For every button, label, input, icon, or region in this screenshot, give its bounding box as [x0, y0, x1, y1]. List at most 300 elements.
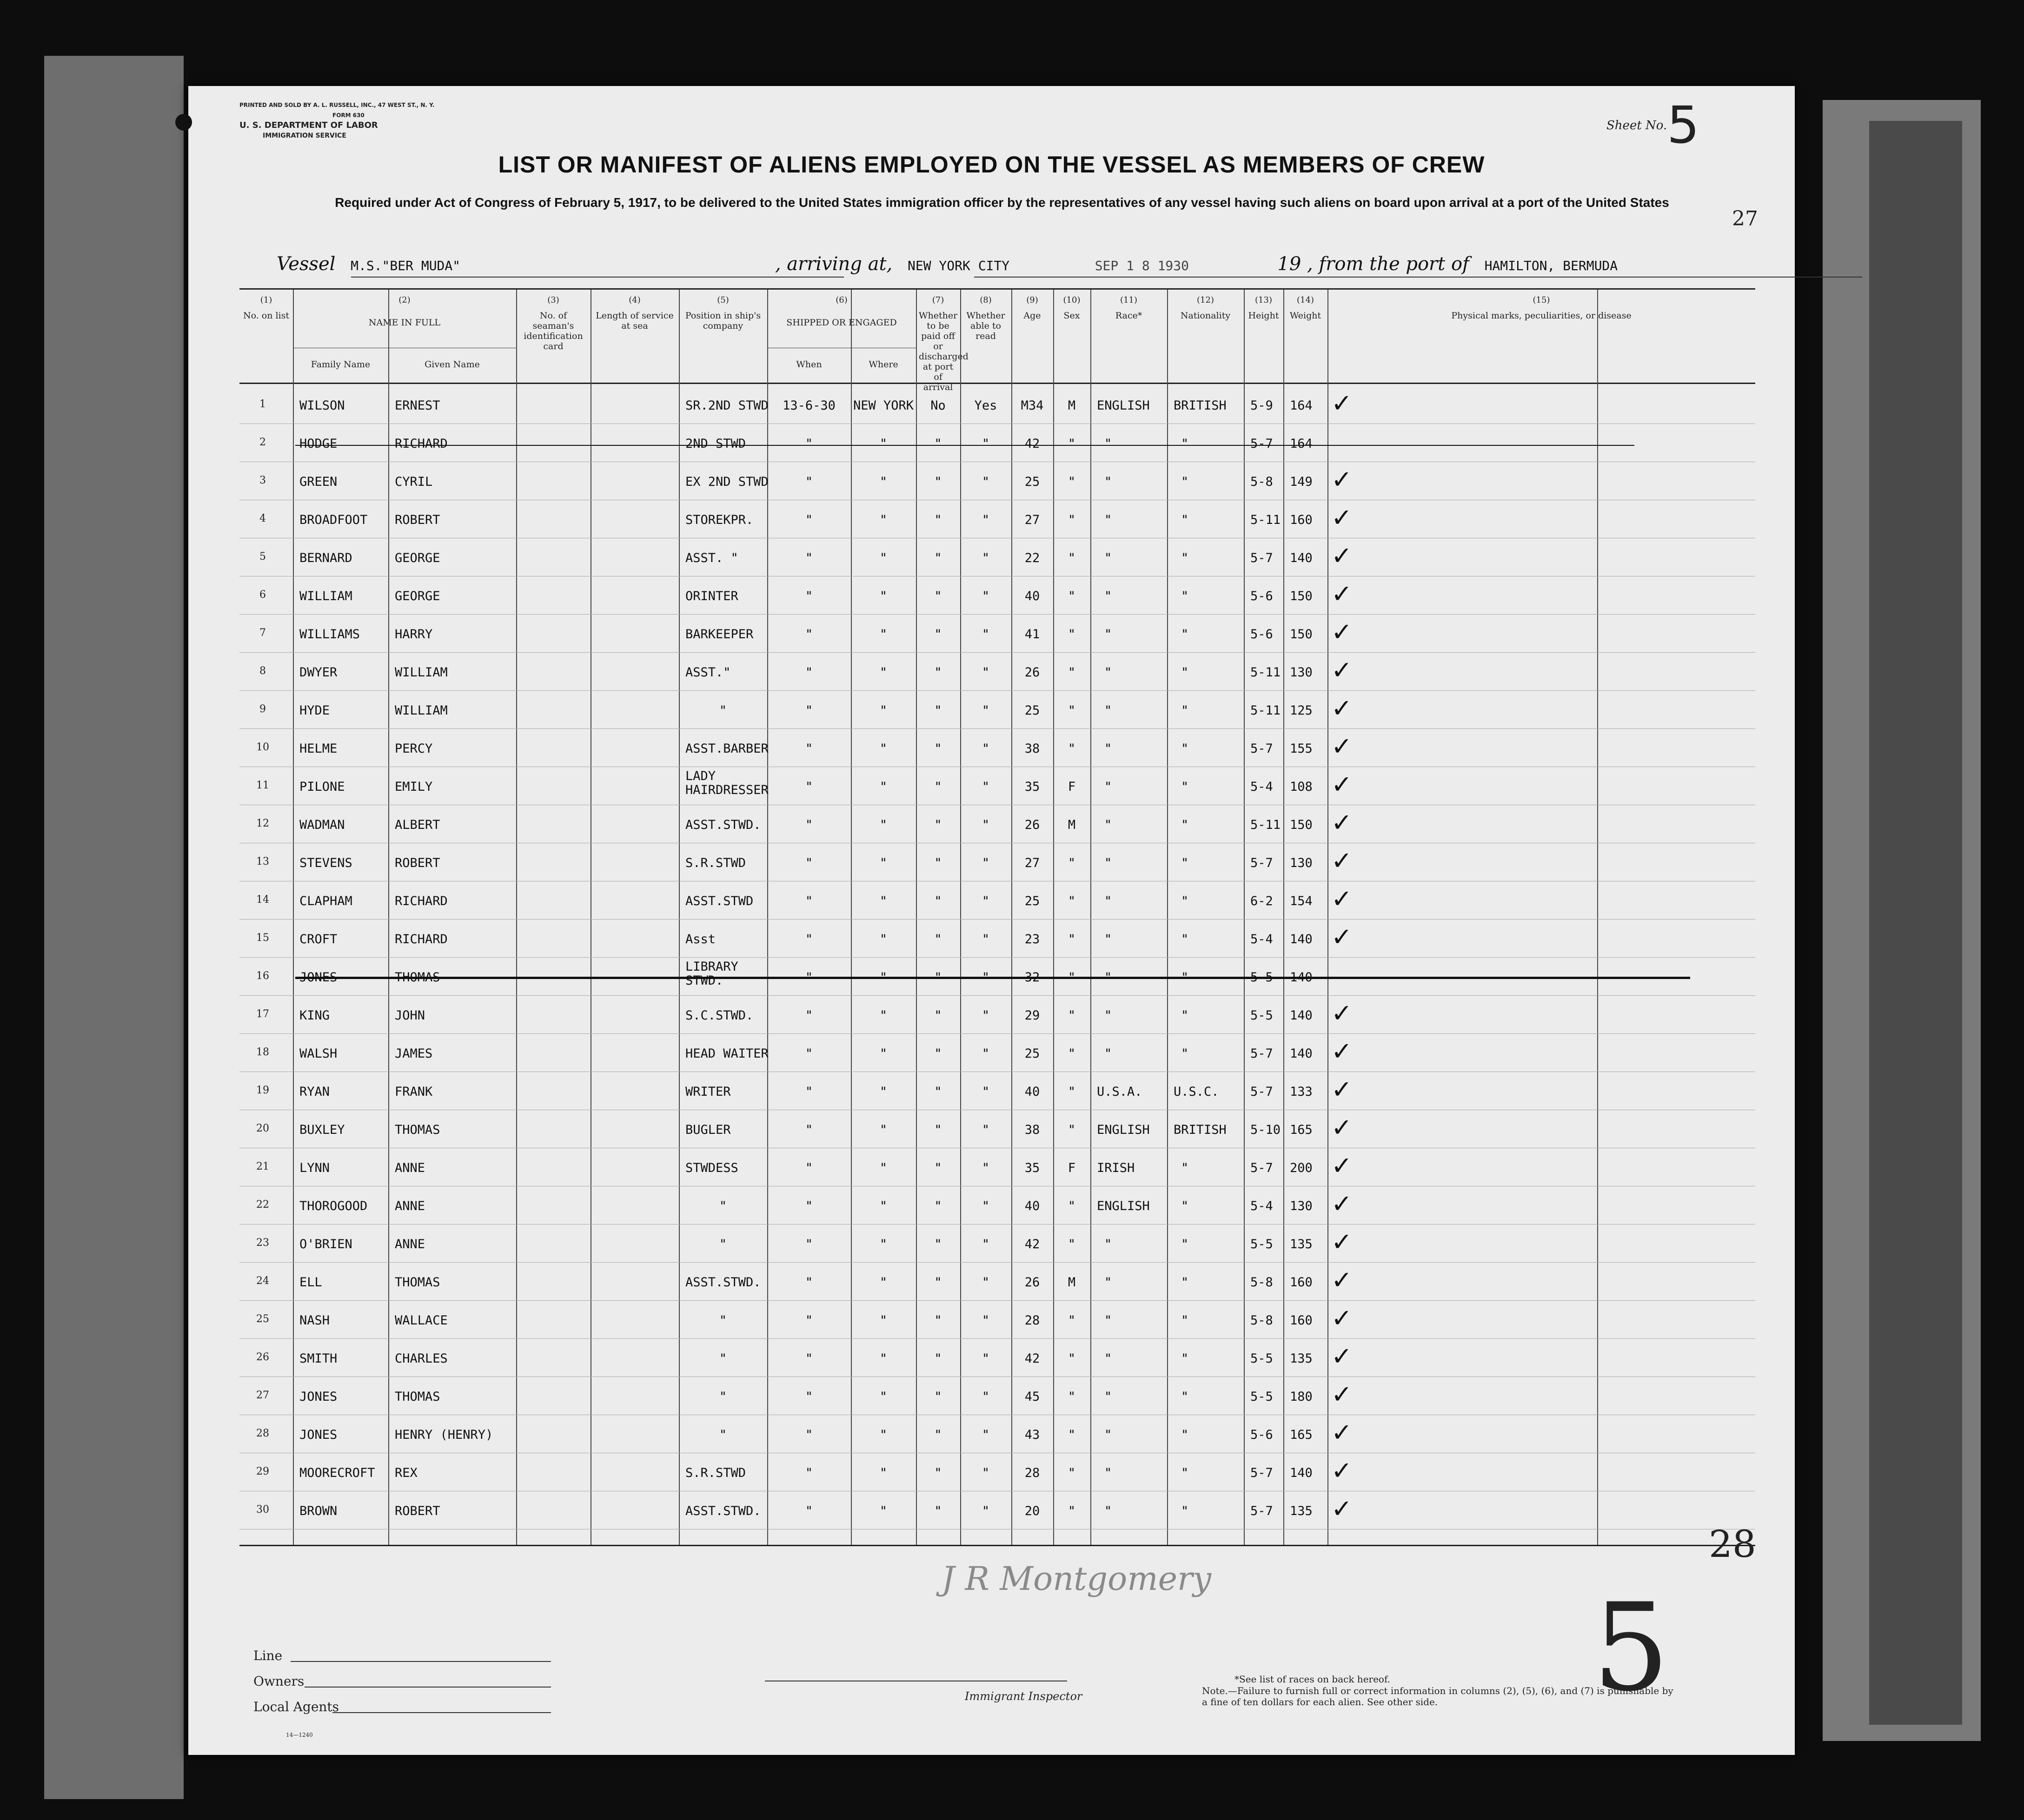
cell-where: "	[879, 1275, 888, 1290]
row-number: 30	[256, 1504, 269, 1516]
cell-race: "	[1104, 1504, 1112, 1518]
cell-paid: "	[934, 589, 942, 603]
column-number: (6)	[836, 295, 848, 305]
cell-paid: "	[934, 627, 942, 642]
cell-paid: "	[934, 1085, 942, 1099]
cell-height: 5-7	[1250, 437, 1273, 451]
cell-paid: No	[930, 398, 946, 413]
cell-when: "	[805, 1428, 813, 1442]
column-number: (1)	[260, 295, 272, 305]
cell-position: STWDESS	[685, 1161, 738, 1175]
cell-nat: "	[1181, 1237, 1189, 1251]
cell-given: FRANK	[395, 1085, 433, 1099]
cell-family: CLAPHAM	[299, 894, 352, 908]
cell-race: "	[1104, 1046, 1112, 1061]
check-mark: ✓	[1331, 1456, 1353, 1485]
row-number: 6	[259, 589, 266, 601]
cell-position: ASST.STWD.	[685, 1504, 761, 1518]
row-number: 15	[256, 932, 269, 944]
cell-nat: U.S.C.	[1174, 1085, 1219, 1099]
sheet-number: 5	[1667, 95, 1699, 155]
agents-label: Local Agents	[253, 1699, 339, 1714]
vessel-line	[277, 253, 1618, 275]
cell-sex: "	[1068, 1313, 1076, 1328]
cell-read: "	[982, 741, 990, 756]
cell-race: "	[1104, 589, 1112, 603]
printer-info	[239, 100, 434, 141]
inspector-label: Immigrant Inspector	[965, 1690, 1082, 1703]
cell-given: RICHARD	[395, 894, 448, 908]
cell-weight: 180	[1290, 1390, 1313, 1404]
cell-age: 28	[1024, 1466, 1040, 1480]
cell-given: GEORGE	[395, 589, 440, 603]
cell-where: "	[879, 1199, 888, 1213]
cell-given: THOMAS	[395, 970, 440, 985]
cell-family: RYAN	[299, 1085, 330, 1099]
cell-family: THOROGOOD	[299, 1199, 368, 1213]
handwritten-mark: 5	[1593, 1578, 1670, 1718]
cell-paid: "	[934, 780, 942, 794]
cell-where: "	[879, 1161, 888, 1175]
cell-where: "	[879, 1428, 888, 1442]
cell-given: ROBERT	[395, 856, 440, 870]
cell-given: WILLIAM	[395, 665, 448, 680]
row-number: 27	[256, 1390, 269, 1401]
cell-family: PILONE	[299, 780, 345, 794]
cell-sex: M	[1068, 1275, 1076, 1290]
table-row	[239, 997, 1755, 1034]
arriving-label: , arriving at,	[775, 253, 893, 275]
check-mark: ✓	[1331, 884, 1353, 913]
cell-nat: "	[1181, 1504, 1189, 1518]
cell-paid: "	[934, 1008, 942, 1023]
cell-nat: "	[1181, 1199, 1189, 1213]
cell-family: CROFT	[299, 932, 338, 946]
cell-when: "	[805, 703, 813, 718]
cell-nat: "	[1181, 1275, 1189, 1290]
row-number: 18	[256, 1046, 269, 1058]
cell-weight: 130	[1290, 1199, 1313, 1213]
cell-family: MOORECROFT	[299, 1466, 375, 1480]
cell-weight: 140	[1290, 551, 1313, 565]
cell-sex: "	[1068, 1199, 1076, 1213]
cell-weight: 149	[1290, 475, 1313, 489]
cell-where: "	[879, 1085, 888, 1099]
cell-paid: "	[934, 437, 942, 451]
cell-position: BUGLER	[685, 1123, 731, 1137]
cell-race: "	[1104, 970, 1112, 985]
cell-weight: 108	[1290, 780, 1313, 794]
cell-given: RICHARD	[395, 437, 448, 451]
column-header: Whether to be paid off or discharged at port of arrival	[919, 311, 969, 392]
cell-position: WRITER	[685, 1085, 731, 1099]
cell-race: "	[1104, 932, 1112, 946]
cell-age: 28	[1024, 1313, 1040, 1328]
cell-where: "	[879, 894, 888, 908]
cell-paid: "	[934, 1237, 942, 1251]
cell-nat: "	[1181, 437, 1189, 451]
cell-race: "	[1104, 1008, 1112, 1023]
cell-position: STOREKPR.	[685, 513, 754, 527]
cell-paid: "	[934, 894, 942, 908]
check-mark: ✓	[1331, 1304, 1353, 1333]
cell-paid: "	[934, 970, 942, 985]
table-row	[239, 1073, 1755, 1110]
cell-family: HODGE	[299, 437, 338, 451]
column-number: (8)	[980, 295, 992, 305]
cell-family: BUXLEY	[299, 1123, 345, 1137]
table-row	[239, 921, 1755, 958]
cell-weight: 130	[1290, 665, 1313, 680]
check-mark: ✓	[1331, 1075, 1353, 1104]
cell-position: "	[719, 1199, 727, 1213]
column-number: (14)	[1297, 295, 1314, 305]
cell-nat: "	[1181, 1351, 1189, 1366]
cell-position: ASST.STWD.	[685, 1275, 761, 1290]
cell-nat: "	[1181, 894, 1189, 908]
table-row	[239, 1264, 1755, 1301]
cell-sex: "	[1068, 1237, 1076, 1251]
cell-when: "	[805, 970, 813, 985]
cell-when: "	[805, 551, 813, 565]
table-row	[239, 730, 1755, 767]
check-mark: ✓	[1331, 1265, 1353, 1295]
table-row	[239, 768, 1755, 805]
cell-given: CYRIL	[395, 475, 433, 489]
cell-height: 5-5	[1250, 1351, 1273, 1366]
cell-family: O'BRIEN	[299, 1237, 352, 1251]
check-mark: ✓	[1331, 1342, 1353, 1371]
cell-when: "	[805, 1390, 813, 1404]
cell-sex: F	[1068, 780, 1076, 794]
cell-age: 45	[1024, 1390, 1040, 1404]
line-label: Line	[253, 1648, 283, 1663]
cell-read: "	[982, 1466, 990, 1480]
cell-race: "	[1104, 1237, 1112, 1251]
column-header: SHIPPED OR ENGAGED	[786, 318, 897, 328]
fine-note: Note.—Failure to furnish full or correct information in columns (2), (5), (6), and (7) is punishable by a fine of ten dollars for each alien. See other side.	[1202, 1685, 1673, 1707]
cell-race: "	[1104, 741, 1112, 756]
cell-position: "	[719, 1390, 727, 1404]
cell-given: WILLIAM	[395, 703, 448, 718]
cell-race: U.S.A.	[1097, 1085, 1142, 1099]
cell-given: ANNE	[395, 1161, 425, 1175]
cell-sex: "	[1068, 513, 1076, 527]
cell-sex: "	[1068, 1390, 1076, 1404]
column-number: (3)	[547, 295, 559, 305]
check-mark: ✓	[1331, 808, 1353, 837]
cell-paid: "	[934, 818, 942, 832]
cell-family: BROWN	[299, 1504, 338, 1518]
cell-when: "	[805, 856, 813, 870]
cell-paid: "	[934, 703, 942, 718]
check-mark: ✓	[1331, 1189, 1353, 1218]
check-mark: ✓	[1331, 1418, 1353, 1447]
cell-race: "	[1104, 1275, 1112, 1290]
cell-position: "	[719, 703, 727, 718]
column-number: (2)	[398, 295, 411, 305]
cell-age: 43	[1024, 1428, 1040, 1442]
cell-height: 5-4	[1250, 932, 1273, 946]
cell-when: 13-6-30	[783, 398, 836, 413]
cell-read: "	[982, 1161, 990, 1175]
column-header: NAME IN FULL	[368, 318, 441, 328]
cell-position: SR.2ND STWD	[685, 398, 769, 413]
port-underline	[974, 277, 1862, 278]
cell-position: ORINTER	[685, 589, 738, 603]
cell-race: "	[1104, 551, 1112, 565]
row-number: 8	[259, 665, 266, 677]
cell-race: "	[1104, 1390, 1112, 1404]
cell-nat: "	[1181, 665, 1189, 680]
row-number: 5	[259, 551, 266, 563]
cell-race: IRISH	[1097, 1161, 1135, 1175]
cell-sex: "	[1068, 1123, 1076, 1137]
cell-given: CHARLES	[395, 1351, 448, 1366]
cell-given: REX	[395, 1466, 418, 1480]
cell-paid: "	[934, 1428, 942, 1442]
column-header: No. on list	[243, 311, 290, 321]
cell-nat: "	[1181, 589, 1189, 603]
cell-age: 35	[1024, 1161, 1040, 1175]
cell-age: 42	[1024, 437, 1040, 451]
cell-position: S.R.STWD	[685, 1466, 746, 1480]
cell-age: 25	[1024, 1046, 1040, 1061]
cell-paid: "	[934, 1390, 942, 1404]
row-number: 21	[256, 1161, 269, 1172]
cell-read: "	[982, 780, 990, 794]
cell-read: "	[982, 932, 990, 946]
cell-read: "	[982, 589, 990, 603]
cell-height: 5-8	[1250, 1275, 1273, 1290]
cell-paid: "	[934, 475, 942, 489]
row-number: 3	[259, 475, 266, 486]
cell-age: 40	[1024, 1085, 1040, 1099]
row-number: 28	[256, 1428, 269, 1439]
row-number: 13	[256, 856, 269, 867]
column-header: Weight	[1289, 311, 1321, 321]
cell-given: HENRY (HENRY)	[395, 1428, 493, 1442]
cell-sex: "	[1068, 741, 1076, 756]
cell-when: "	[805, 665, 813, 680]
cell-age: 42	[1024, 1351, 1040, 1366]
cell-family: WALSH	[299, 1046, 338, 1061]
cell-race: "	[1104, 475, 1112, 489]
cell-sex: "	[1068, 1046, 1076, 1061]
sheet-label: Sheet No.	[1606, 119, 1667, 132]
cell-weight: 150	[1290, 627, 1313, 642]
cell-height: 5-7	[1250, 1504, 1273, 1518]
check-mark: ✓	[1331, 846, 1353, 875]
cell-when: "	[805, 1123, 813, 1137]
cell-nat: "	[1181, 818, 1189, 832]
cell-family: WILSON	[299, 398, 345, 413]
cell-read: "	[982, 1123, 990, 1137]
cell-sex: "	[1068, 894, 1076, 908]
races-note: *See list of races on back hereof.	[1234, 1674, 1391, 1685]
cell-race: "	[1104, 1313, 1112, 1328]
cell-weight: 135	[1290, 1504, 1313, 1518]
cell-age: 25	[1024, 703, 1040, 718]
cell-family: ELL	[299, 1275, 322, 1290]
cell-height: 5-5	[1250, 1390, 1273, 1404]
cell-position: "	[719, 1237, 727, 1251]
department: U. S. DEPARTMENT OF LABOR	[239, 120, 378, 130]
check-mark: ✓	[1331, 770, 1353, 799]
cell-paid: "	[934, 1046, 942, 1061]
table-row	[239, 616, 1755, 653]
cell-age: 32	[1024, 970, 1040, 985]
cell-paid: "	[934, 1351, 942, 1366]
cell-read: "	[982, 475, 990, 489]
cell-height: 5-8	[1250, 475, 1273, 489]
cell-family: DWYER	[299, 665, 338, 680]
table-row	[239, 959, 1755, 996]
cell-where: "	[879, 1237, 888, 1251]
table-row	[239, 463, 1755, 500]
cell-paid: "	[934, 932, 942, 946]
cell-read: "	[982, 856, 990, 870]
cell-age: 23	[1024, 932, 1040, 946]
cell-nat: "	[1181, 1390, 1189, 1404]
owners-label: Owners	[253, 1674, 305, 1689]
cell-sex: "	[1068, 1466, 1076, 1480]
cell-family: KING	[299, 1008, 330, 1023]
cell-paid: "	[934, 1123, 942, 1137]
cell-weight: 125	[1290, 703, 1313, 718]
cell-position: S.C.STWD.	[685, 1008, 754, 1023]
cell-where: "	[879, 437, 888, 451]
check-mark: ✓	[1331, 1037, 1353, 1066]
cell-age: 22	[1024, 551, 1040, 565]
cell-height: 5-7	[1250, 741, 1273, 756]
table-row	[239, 1493, 1755, 1529]
cell-sex: "	[1068, 665, 1076, 680]
table-row	[239, 883, 1755, 920]
cell-where: "	[879, 1046, 888, 1061]
form-code: 14—1240	[286, 1732, 313, 1738]
cell-position: S.R.STWD	[685, 856, 746, 870]
footer	[188, 1522, 1795, 1738]
cell-weight: 160	[1290, 513, 1313, 527]
column-number: (11)	[1120, 295, 1137, 305]
cell-weight: 150	[1290, 818, 1313, 832]
cell-read: "	[982, 1351, 990, 1366]
cell-when: "	[805, 437, 813, 451]
cell-paid: "	[934, 551, 942, 565]
cell-sex: "	[1068, 932, 1076, 946]
cell-read: "	[982, 437, 990, 451]
cell-position: ASST.STWD.	[685, 818, 761, 832]
cell-height: 5-6	[1250, 1428, 1273, 1442]
column-header: Age	[1023, 311, 1041, 321]
cell-position: ASST.STWD	[685, 894, 754, 908]
table-row	[239, 1416, 1755, 1453]
cell-read: "	[982, 703, 990, 718]
row-number: 24	[256, 1275, 269, 1287]
cell-height: 5-4	[1250, 780, 1273, 794]
row-number: 2	[259, 437, 266, 448]
cell-age: 40	[1024, 589, 1040, 603]
cell-when: "	[805, 894, 813, 908]
cell-height: 5-7	[1250, 1085, 1273, 1099]
column-number: (12)	[1197, 295, 1214, 305]
cell-position: ASST."	[685, 665, 731, 680]
cell-position: HEAD WAITER	[685, 1046, 769, 1061]
cell-read: "	[982, 513, 990, 527]
cell-where: "	[879, 665, 888, 680]
check-mark: ✓	[1331, 389, 1353, 418]
cell-family: BERNARD	[299, 551, 352, 565]
cell-paid: "	[934, 665, 942, 680]
cell-race: "	[1104, 437, 1112, 451]
cell-race: "	[1104, 665, 1112, 680]
table-row	[239, 845, 1755, 881]
cell-weight: 154	[1290, 894, 1313, 908]
background-sheet	[44, 56, 184, 1799]
cell-sex: "	[1068, 703, 1076, 718]
row-number: 20	[256, 1123, 269, 1134]
cell-sex: "	[1068, 475, 1076, 489]
cell-read: "	[982, 970, 990, 985]
cell-family: HYDE	[299, 703, 330, 718]
column-header: Whether able to read	[966, 311, 1005, 341]
row-number: 14	[256, 894, 269, 906]
table-row	[239, 1150, 1755, 1186]
cell-where: "	[879, 818, 888, 832]
column-number: (4)	[629, 295, 641, 305]
cell-nat: "	[1181, 627, 1189, 642]
cell-age: 25	[1024, 475, 1040, 489]
cell-position: BARKEEPER	[685, 627, 754, 642]
cell-height: 5-11	[1250, 665, 1281, 680]
table-row	[239, 692, 1755, 729]
cell-weight: 164	[1290, 398, 1313, 413]
check-mark: ✓	[1331, 1151, 1353, 1180]
cell-age: 41	[1024, 627, 1040, 642]
cell-where: "	[879, 856, 888, 870]
cell-height: 5-5	[1250, 1008, 1273, 1023]
column-header: Race*	[1115, 311, 1142, 321]
cell-read: "	[982, 894, 990, 908]
cell-when: "	[805, 1275, 813, 1290]
cell-age: 27	[1024, 513, 1040, 527]
row-number: 25	[256, 1313, 269, 1325]
cell-age: 26	[1024, 818, 1040, 832]
table-row	[239, 1188, 1755, 1224]
cell-height: 5-5	[1250, 970, 1273, 985]
column-header: Length of service at sea	[596, 311, 674, 331]
cell-height: 5-8	[1250, 1313, 1273, 1328]
cell-nat: "	[1181, 1008, 1189, 1023]
printer-line: PRINTED AND SOLD BY A. L. RUSSELL, INC., 47 WEST ST., N. Y.	[239, 102, 435, 108]
from-label: , from the port of	[1307, 253, 1469, 275]
cell-where: "	[879, 1504, 888, 1518]
cell-position: 2ND STWD	[685, 437, 746, 451]
check-mark: ✓	[1331, 1227, 1353, 1257]
cell-height: 5-6	[1250, 627, 1273, 642]
cell-where: "	[879, 1351, 888, 1366]
check-mark: ✓	[1331, 732, 1353, 761]
cell-where: "	[879, 1123, 888, 1137]
cell-when: "	[805, 627, 813, 642]
cell-age: M34	[1021, 398, 1044, 413]
cell-given: EMILY	[395, 780, 433, 794]
cell-given: WALLACE	[395, 1313, 448, 1328]
cell-sex: "	[1068, 1504, 1076, 1518]
column-header: Nationality	[1180, 311, 1231, 321]
table-row	[239, 1035, 1755, 1072]
